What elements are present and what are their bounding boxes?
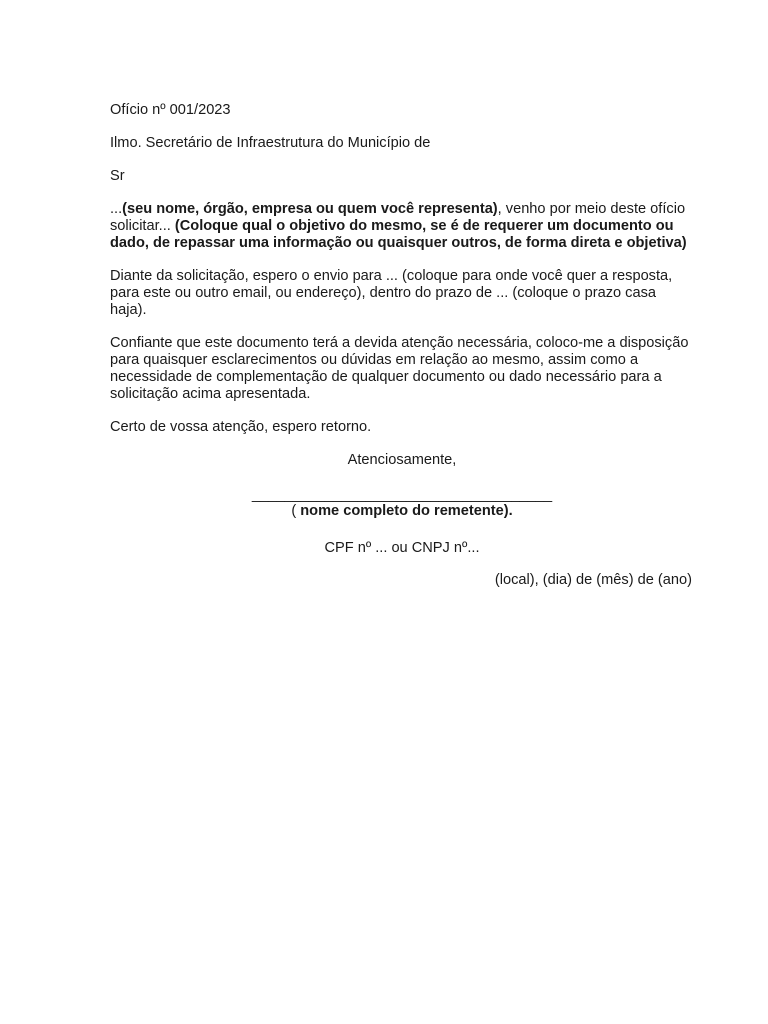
letter-paragraph-closing-remark: Certo de vossa atenção, espero retorno. [110, 419, 372, 435]
signature-name: nome completo do remetente). [300, 503, 513, 519]
letter-paragraph-deadline: Diante da solicitação, espero o envio para ... (coloque para onde você quer a resposta, para este ou outro email, ou endereço), dentro do prazo de ... (coloque o prazo casa haja). [110, 268, 673, 318]
letter-addressee: Ilmo. Secretário de Infraestrutura do Município de [110, 135, 431, 151]
letter-closing: Atenciosamente, [347, 452, 457, 468]
request-objective-placeholder: (Coloque qual o objetivo do mesmo, se é de requerer um documento ou dado, de repassar uma informação ou quaisquer outros, de forma direta e objetiva) [110, 218, 687, 251]
id-line: CPF nº ... ou CNPJ nº... [324, 540, 480, 556]
request-middle-text: , venho por meio deste ofício solicitar... [110, 201, 686, 234]
signature-line: _____________________________________ [251, 487, 553, 503]
request-sender-placeholder: (seu nome, órgão, empresa ou quem você representa) [122, 201, 498, 217]
letter-paragraph-availability: Confiante que este documento terá a devida atenção necessária, coloco-me a disposição para quaisquer esclarecimentos ou dúvidas em relação ao mesmo, assim como a necessidade de complementação de qualquer documento ou dado necessário para a solicitação acima apresentada. [110, 335, 689, 402]
signature-name-line [110, 503, 694, 520]
signature-block [110, 487, 694, 520]
letter-number: Ofício nº 001/2023 [110, 102, 231, 118]
letter-paragraph-request [110, 201, 694, 252]
letter-body [110, 102, 694, 605]
place-date: (local), (dia) de (mês) de (ano) [494, 572, 692, 588]
signature-name-prefix: ( [291, 503, 301, 519]
letter-salutation: Sr [110, 168, 125, 184]
request-prefix: ... [110, 201, 123, 217]
